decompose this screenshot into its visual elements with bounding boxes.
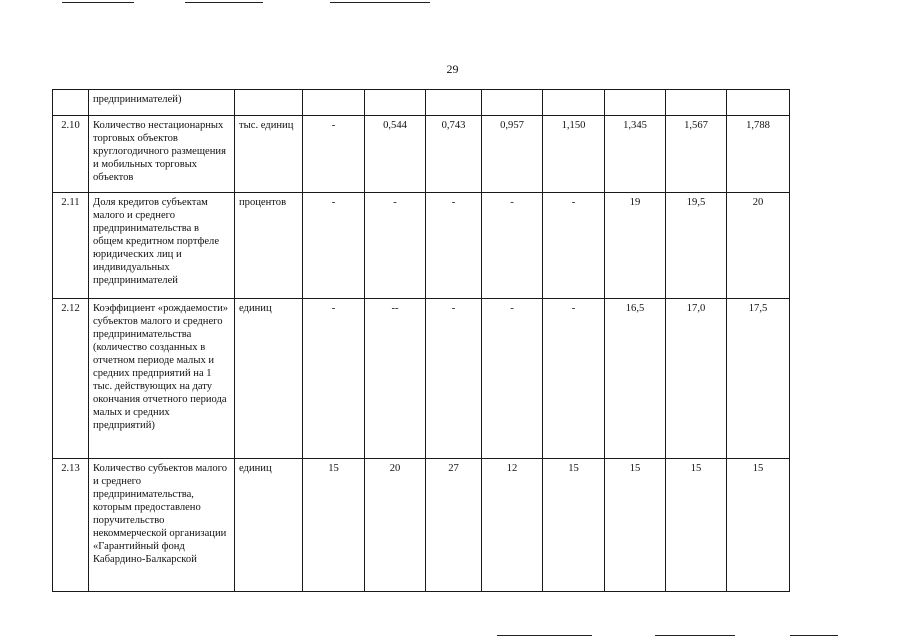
scan-artifact-top-1 bbox=[62, 2, 134, 3]
value-cell: 1,788 bbox=[727, 116, 790, 193]
table-row bbox=[53, 193, 790, 299]
value-cell: - bbox=[482, 299, 543, 459]
value-cell: 15 bbox=[543, 459, 605, 592]
value-cell bbox=[303, 90, 365, 116]
value-cell bbox=[666, 90, 727, 116]
value-cell: 17,0 bbox=[666, 299, 727, 459]
table-row bbox=[53, 459, 790, 592]
page-number: 29 bbox=[446, 62, 459, 76]
value-cell: - bbox=[303, 193, 365, 299]
value-cell: - bbox=[482, 193, 543, 299]
value-cell: 17,5 bbox=[727, 299, 790, 459]
indicator-name: Количество субъектов малого и среднего предпринимательства, которым предоставлено поручительство некоммерческой организации «Гарантийный фонд Кабардино-Балкарской bbox=[89, 459, 235, 592]
indicator-name: Количество нестационарных торговых объектов круглогодичного размещения и мобильных торговых объектов bbox=[89, 116, 235, 193]
scan-artifact-bottom-1 bbox=[497, 635, 592, 636]
scan-artifact-top-3 bbox=[330, 2, 430, 3]
value-cell: 0,544 bbox=[365, 116, 426, 193]
table-row bbox=[53, 90, 790, 116]
indicator-name: Коэффициент «рождаемости» субъектов малого и среднего предпринимательства (количество созданных в отчетном периоде малых и средних предприятий на 1 тыс. действующих на дату окончания отчетного периода малых и средних предприятий) bbox=[89, 299, 235, 459]
value-cell: -- bbox=[365, 299, 426, 459]
value-cell: 1,345 bbox=[605, 116, 666, 193]
value-cell: 15 bbox=[727, 459, 790, 592]
value-cell: 15 bbox=[666, 459, 727, 592]
value-cell bbox=[426, 90, 482, 116]
value-cell: 27 bbox=[426, 459, 482, 592]
value-cell: 0,743 bbox=[426, 116, 482, 193]
table-row bbox=[53, 299, 790, 459]
unit-cell: процентов bbox=[235, 193, 303, 299]
indicator-name: Доля кредитов субъектам малого и среднего предпринимательства в общем кредитном портфеле юридических лиц и индивидуальных предпринимателей bbox=[89, 193, 235, 299]
row-number: 2.13 bbox=[53, 459, 89, 592]
table-row bbox=[53, 116, 790, 193]
unit-cell: единиц bbox=[235, 299, 303, 459]
row-number bbox=[53, 90, 89, 116]
value-cell: - bbox=[426, 193, 482, 299]
row-number: 2.12 bbox=[53, 299, 89, 459]
unit-cell: тыс. единиц bbox=[235, 116, 303, 193]
row-number: 2.10 bbox=[53, 116, 89, 193]
value-cell: 16,5 bbox=[605, 299, 666, 459]
unit-cell: единиц bbox=[235, 459, 303, 592]
value-cell bbox=[482, 90, 543, 116]
value-cell bbox=[543, 90, 605, 116]
value-cell: - bbox=[543, 299, 605, 459]
value-cell: 20 bbox=[727, 193, 790, 299]
value-cell bbox=[365, 90, 426, 116]
value-cell: 19 bbox=[605, 193, 666, 299]
value-cell: - bbox=[543, 193, 605, 299]
indicators-table bbox=[52, 89, 790, 592]
value-cell: 1,567 bbox=[666, 116, 727, 193]
value-cell bbox=[605, 90, 666, 116]
scan-artifact-top-2 bbox=[185, 2, 263, 3]
value-cell: 20 bbox=[365, 459, 426, 592]
value-cell bbox=[727, 90, 790, 116]
value-cell: - bbox=[303, 116, 365, 193]
value-cell: 15 bbox=[605, 459, 666, 592]
scan-artifact-bottom-3 bbox=[790, 635, 838, 636]
value-cell: 19,5 bbox=[666, 193, 727, 299]
scan-artifact-bottom-2 bbox=[655, 635, 735, 636]
value-cell: 15 bbox=[303, 459, 365, 592]
value-cell: - bbox=[303, 299, 365, 459]
value-cell: - bbox=[426, 299, 482, 459]
value-cell: 1,150 bbox=[543, 116, 605, 193]
value-cell: - bbox=[365, 193, 426, 299]
value-cell: 12 bbox=[482, 459, 543, 592]
row-number: 2.11 bbox=[53, 193, 89, 299]
indicator-name: предпринимателей) bbox=[89, 90, 235, 116]
unit-cell bbox=[235, 90, 303, 116]
value-cell: 0,957 bbox=[482, 116, 543, 193]
